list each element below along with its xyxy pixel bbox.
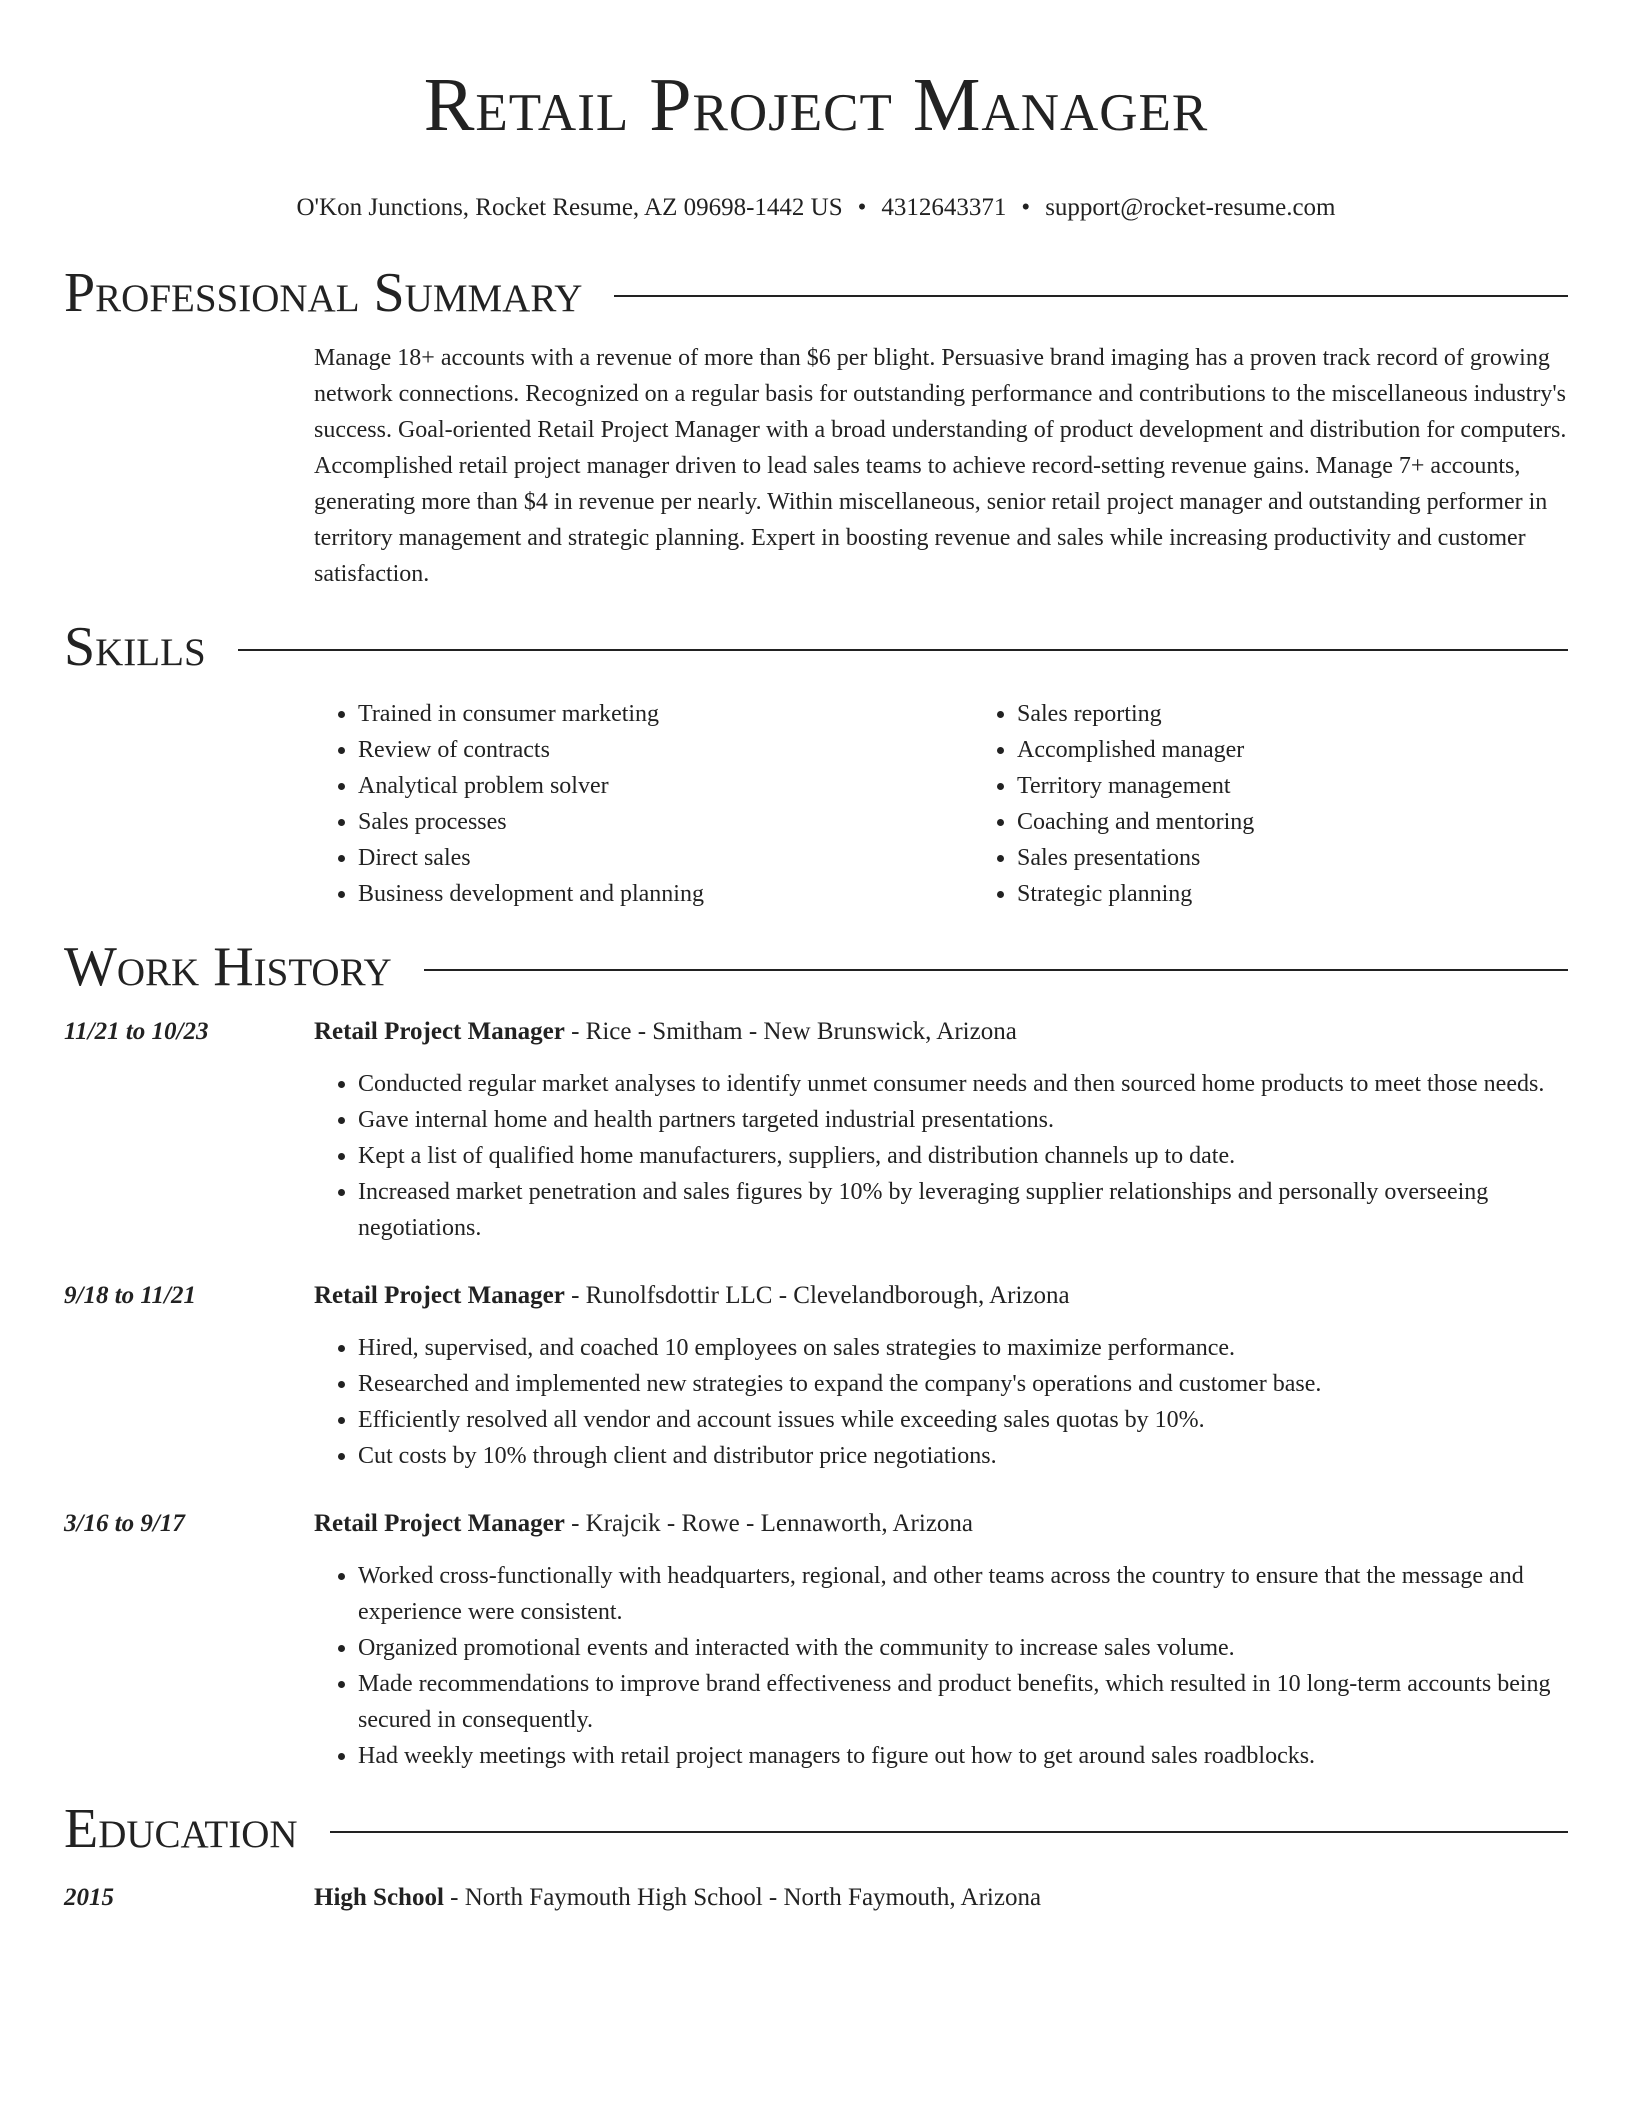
- job-bullet: • Conducted regular market analyses to identify unmet consumer needs and then sourced home products to meet those needs.: [358, 1066, 1568, 1102]
- job-title: Retail Project Manager: [314, 1018, 565, 1045]
- job-heading: [314, 1014, 1568, 1050]
- job-bullet: • Increased market penetration and sales figures by 10% by leveraging supplier relationships and personally overseeing negotiations.: [358, 1174, 1568, 1246]
- skills-title: Skills: [64, 616, 206, 678]
- contact-line: [64, 192, 1568, 224]
- job-entry: [64, 1278, 1568, 1474]
- skills-row: [64, 696, 1568, 912]
- education-degree: High School: [314, 1884, 444, 1911]
- education-header: [64, 1794, 1568, 1864]
- job-left-spacer: [64, 1558, 314, 1774]
- summary-text: Manage 18+ accounts with a revenue of more than $6 per blight. Persuasive brand imaging has a proven track record of growing network connections. Recognized on a regular basis for outstanding performance and contributions to the miscellaneous industry's success. Goal-oriented Retail Project Manager with a broad understanding of product development and distribution for computers. Accomplished retail project manager driven to lead sales teams to achieve record-setting revenue gains. Manage 7+ accounts, generating more than $4 in revenue per nearly. Within miscellaneous, senior retail project manager and outstanding performer in territory management and strategic planning. Expert in boosting revenue and sales while increasing productivity and customer satisfaction.: [314, 345, 1567, 587]
- job-bullet-list: [314, 1330, 1568, 1474]
- skill-item: • Analytical problem solver: [358, 768, 973, 804]
- job-bullet-list: [314, 1558, 1568, 1774]
- job-bullets: [314, 1066, 1568, 1246]
- section-divider: [424, 969, 1568, 971]
- job-heading: [314, 1506, 1568, 1542]
- summary-body: [314, 340, 1568, 592]
- skill-item: • Sales reporting: [1017, 696, 1632, 732]
- section-divider: [330, 1831, 1568, 1833]
- summary-header: [64, 258, 1568, 328]
- job-left-spacer: [64, 1066, 314, 1246]
- skills-section: [64, 612, 1568, 912]
- job-heading-row: [64, 1278, 1568, 1314]
- education-details: - North Faymouth High School - North Faymouth, Arizona: [443, 1884, 1042, 1911]
- job-heading-row: [64, 1506, 1568, 1542]
- job-title: Retail Project Manager: [314, 1510, 565, 1537]
- job-title: Retail Project Manager: [314, 1282, 565, 1309]
- phone: 4312643371: [881, 194, 1007, 221]
- skill-item: • Coaching and mentoring: [1017, 804, 1632, 840]
- job-heading: [314, 1278, 1568, 1314]
- education-section: [64, 1794, 1568, 1916]
- summary-row: [64, 340, 1568, 592]
- job-dates: 11/21 to 10/23: [64, 1018, 209, 1045]
- skills-columns: [314, 696, 1632, 912]
- job-bullets: [314, 1330, 1568, 1474]
- job-details: - Krajcik - Rowe - Lennaworth, Arizona: [564, 1510, 974, 1537]
- work-section: [64, 932, 1568, 1774]
- separator: •: [1021, 194, 1031, 221]
- skill-item: • Sales presentations: [1017, 840, 1632, 876]
- skill-item: • Business development and planning: [358, 876, 973, 912]
- job-bullet: • Efficiently resolved all vendor and account issues while exceeding sales quotas by 10%.: [358, 1402, 1568, 1438]
- job-bullets-row: [64, 1558, 1568, 1774]
- skill-item: • Review of contracts: [358, 732, 973, 768]
- job-entry: [64, 1506, 1568, 1774]
- job-heading-row: [64, 1014, 1568, 1050]
- job-entry: [64, 1014, 1568, 1246]
- education-heading: [314, 1880, 1568, 1916]
- job-left-spacer: [64, 1330, 314, 1474]
- skill-item: • Territory management: [1017, 768, 1632, 804]
- skills-list-left: [314, 696, 973, 912]
- skill-item: • Strategic planning: [1017, 876, 1632, 912]
- job-bullet: • Had weekly meetings with retail project managers to figure out how to get around sales roadblocks.: [358, 1738, 1568, 1774]
- skills-list-right: [973, 696, 1632, 912]
- job-bullet: • Kept a list of qualified home manufacturers, suppliers, and distribution channels up to date.: [358, 1138, 1568, 1174]
- job-bullet: • Organized promotional events and interacted with the community to increase sales volume.: [358, 1630, 1568, 1666]
- summary-left-spacer: [64, 340, 314, 592]
- candidate-name: Retail Project Manager: [423, 63, 1209, 147]
- job-bullet: • Researched and implemented new strategies to expand the company's operations and customer base.: [358, 1366, 1568, 1402]
- job-bullets: [314, 1558, 1568, 1774]
- summary-title: Professional Summary: [64, 262, 583, 324]
- job-bullet: • Cut costs by 10% through client and distributor price negotiations.: [358, 1438, 1568, 1474]
- email: support@rocket-resume.com: [1045, 194, 1336, 221]
- job-bullets-row: [64, 1330, 1568, 1474]
- job-bullet: • Worked cross-functionally with headquarters, regional, and other teams across the country to ensure that the message and experience were consistent.: [358, 1558, 1568, 1630]
- skill-item: • Accomplished manager: [1017, 732, 1632, 768]
- skills-header: [64, 612, 1568, 682]
- education-year: 2015: [64, 1884, 114, 1911]
- summary-section: [64, 258, 1568, 592]
- address: O'Kon Junctions, Rocket Resume, AZ 09698-1442 US: [296, 194, 843, 221]
- job-dates: 9/18 to 11/21: [64, 1282, 196, 1309]
- job-details: - Rice - Smitham - New Brunswick, Arizona: [564, 1018, 1017, 1045]
- skill-item: • Direct sales: [358, 840, 973, 876]
- job-bullet: • Hired, supervised, and coached 10 employees on sales strategies to maximize performance.: [358, 1330, 1568, 1366]
- section-divider: [614, 295, 1568, 297]
- job-bullet: • Made recommendations to improve brand effectiveness and product benefits, which resulted in 10 long-term accounts being secured in consequently.: [358, 1666, 1568, 1738]
- job-bullets-row: [64, 1066, 1568, 1246]
- skill-item: • Trained in consumer marketing: [358, 696, 973, 732]
- job-dates: 3/16 to 9/17: [64, 1510, 185, 1537]
- job-bullet-list: [314, 1066, 1568, 1246]
- separator: •: [857, 194, 867, 221]
- work-header: [64, 932, 1568, 1002]
- job-details: - Runolfsdottir LLC - Clevelandborough, Arizona: [564, 1282, 1070, 1309]
- work-title: Work History: [64, 936, 392, 998]
- skill-item: • Sales processes: [358, 804, 973, 840]
- job-bullet: • Gave internal home and health partners targeted industrial presentations.: [358, 1102, 1568, 1138]
- skills-left-spacer: [64, 696, 314, 912]
- education-entry: [64, 1880, 1568, 1916]
- education-title: Education: [64, 1798, 298, 1860]
- section-divider: [238, 649, 1568, 651]
